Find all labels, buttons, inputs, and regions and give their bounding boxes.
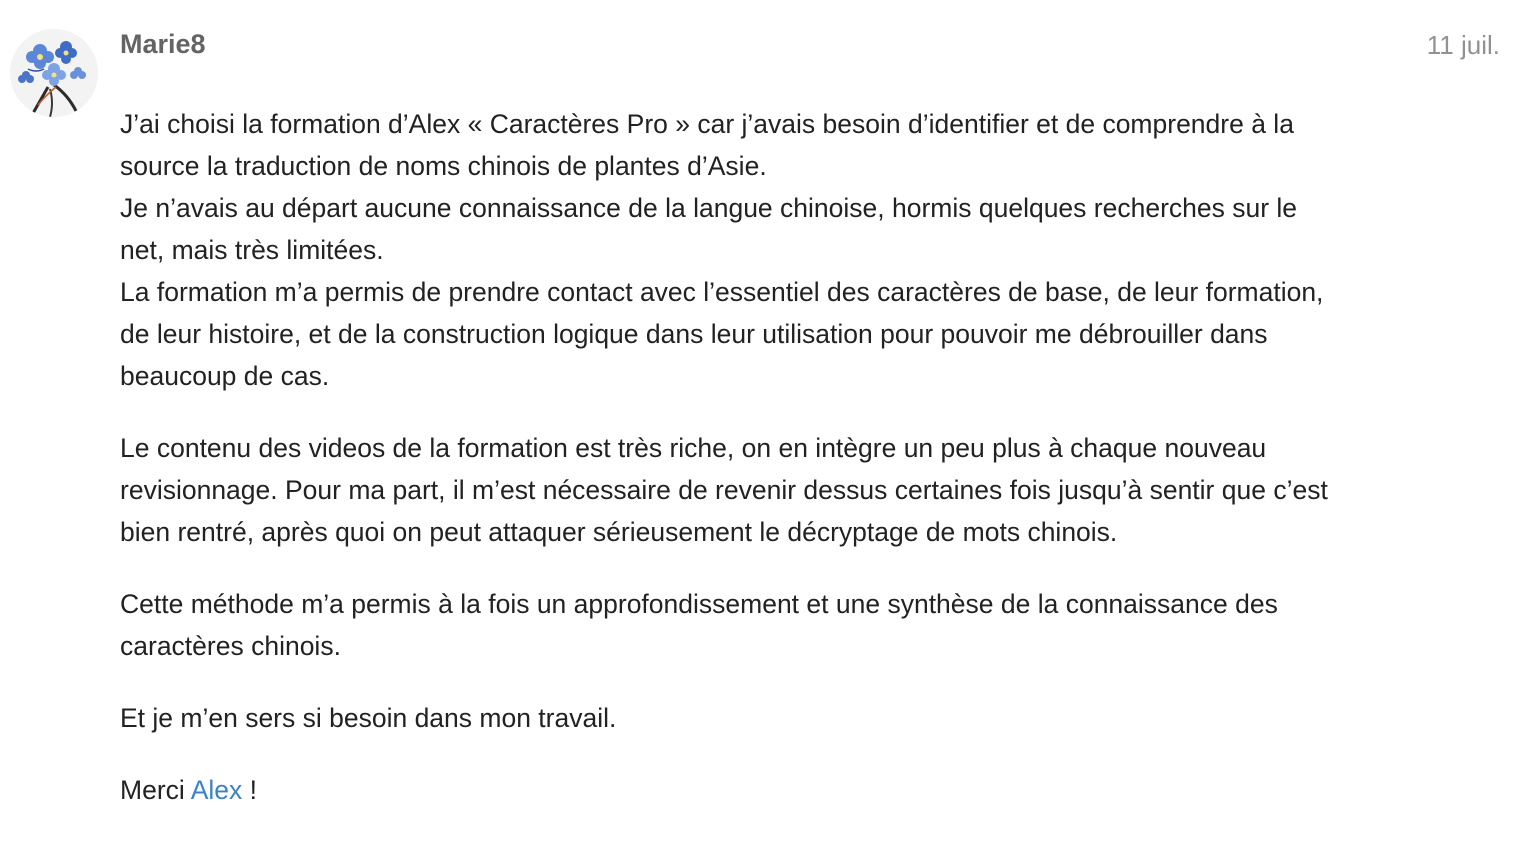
text-line: Cette méthode m’a permis à la fois un approfondissement et une synthèse de la connaissance des <box>120 589 1278 619</box>
post-closing <box>120 769 1500 811</box>
post-paragraph <box>120 103 1500 397</box>
text-line: source la traduction de noms chinois de plantes d’Asie. <box>120 151 767 181</box>
text-line: net, mais très limitées. <box>120 235 384 265</box>
post-paragraph <box>120 583 1500 667</box>
post-author-name[interactable]: Marie8 <box>120 29 206 59</box>
closing-prefix: Merci <box>120 775 191 805</box>
text-line: bien rentré, après quoi on peut attaquer sérieusement le décryptage de mots chinois. <box>120 517 1118 547</box>
text-line: beaucoup de cas. <box>120 361 330 391</box>
user-avatar[interactable] <box>10 29 98 117</box>
post-date[interactable]: 11 juil. <box>1426 30 1500 60</box>
post-paragraph <box>120 697 1500 739</box>
text-line: J’ai choisi la formation d’Alex « Caractères Pro » car j’avais besoin d’identifier et de comprendre à la <box>120 109 1294 139</box>
text-line: Je n’avais au départ aucune connaissance de la langue chinoise, hormis quelques recherches sur le <box>120 193 1298 223</box>
text-line: La formation m’a permis de prendre contact avec l’essentiel des caractères de base, de leur formation, <box>120 277 1324 307</box>
blue-flowers-avatar-icon <box>10 29 98 117</box>
text-line: de leur histoire, et de la construction logique dans leur utilisation pour pouvoir me débrouiller dans <box>120 319 1268 349</box>
text-line: revisionnage. Pour ma part, il m’est nécessaire de revenir dessus certaines fois jusqu’à sentir que c’est <box>120 475 1328 505</box>
text-line: Et je m’en sers si besoin dans mon travail. <box>120 703 617 733</box>
text-line: caractères chinois. <box>120 631 341 661</box>
post-body <box>120 103 1500 841</box>
text-line: Le contenu des videos de la formation est très riche, on en intègre un peu plus à chaque nouveau <box>120 433 1267 463</box>
post-paragraph <box>120 427 1500 553</box>
user-mention-link[interactable]: Alex <box>190 775 243 805</box>
closing-suffix: ! <box>242 775 257 805</box>
